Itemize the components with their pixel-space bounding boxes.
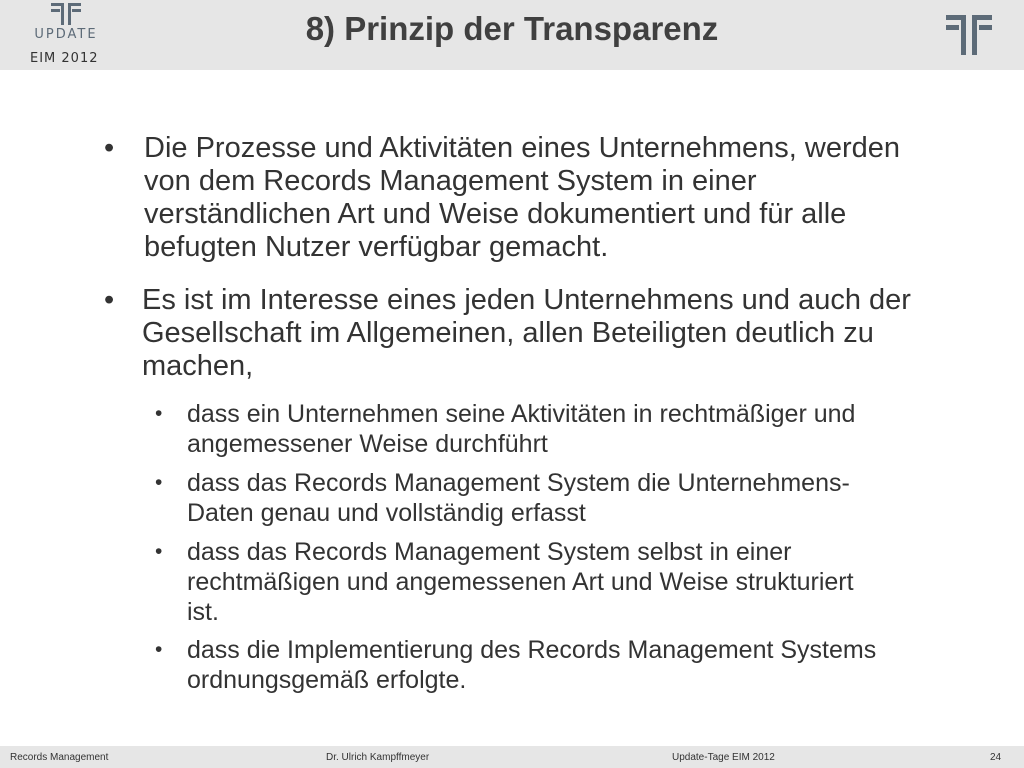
sub-bullet-text: dass ein Unternehmen seine Aktivitäten in rechtmäßiger und angemessener Weise durchführt	[187, 400, 856, 458]
sub-bullet-text: dass die Implementierung des Records Management Systems ordnungsgemäß erfolgte.	[187, 636, 877, 694]
bullet-marker: •	[104, 132, 115, 164]
footer-topic: Records Management	[10, 752, 109, 763]
slide-footer	[0, 746, 1024, 768]
bullet-text: Die Prozesse und Aktivitäten eines Unternehmens, werden von dem Records Management System in einer verständlichen Art und Weise dokumentiert und für alle befugten Nutzer verfügbar gemacht.	[144, 132, 901, 263]
page-title: 8) Prinzip der Transparenz	[305, 10, 719, 47]
brand-logo	[944, 14, 994, 61]
sub-bullet-marker: •	[155, 540, 163, 563]
sub-bullet-marker: •	[155, 471, 163, 494]
footer-author: Dr. Ulrich Kampffmeyer	[326, 752, 430, 763]
logo-line-update: UPDATE	[34, 27, 98, 42]
bullet-marker: •	[104, 284, 115, 316]
sub-bullet-text: dass das Records Management System die Unternehmens-Daten genau und vollständig erfasst	[187, 469, 850, 527]
footer-event: Update-Tage EIM 2012	[672, 752, 775, 763]
page-number: 24	[990, 752, 1002, 763]
bullet-text: Es ist im Interesse eines jeden Unternehmens und auch der Gesellschaft im Allgemeinen, allen Beteiligten deutlich zu machen,	[142, 284, 911, 382]
logo-mark-icon	[944, 14, 994, 56]
sub-bullet-marker: •	[155, 638, 163, 661]
slide-header	[0, 0, 1024, 70]
sub-bullet-text: dass das Records Management System selbst in einer rechtmäßigen und angemessenen Art und Weise strukturiert ist.	[187, 538, 854, 626]
sub-bullet-marker: •	[155, 402, 163, 425]
logo-line-eim: EIM 2012	[30, 51, 99, 66]
